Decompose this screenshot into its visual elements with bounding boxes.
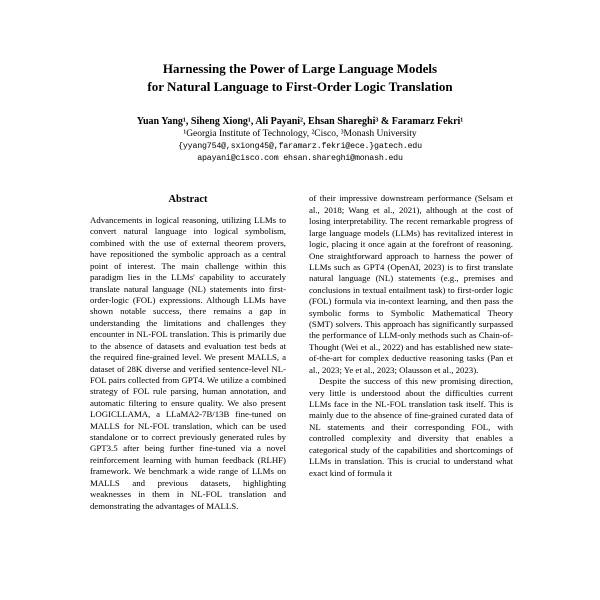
two-column-body: [86, 193, 514, 512]
body-paragraph-2: Despite the success of this new promising direction, very little is understood about the difficulties current LLMs face in the NL-FOL translation task itself. This is mainly due to the absence of fine-grained curated data of NL statements and their corresponding FOL, with controlled complexity and diversity that enables a categorical study of the capabilities and shortcomings of LLMs in translation. This is crucial to understand what exact kind of formula it: [309, 376, 513, 478]
body-paragraph-1: of their impressive downstream performance (Selsam et al., 2018; Wang et al., 2021), although at the cost of losing interpretability. The recent remarkable progress of large language models (LLMs) has revitalized interest in logic, placing it once again at the forefront of reasoning. One straightforward approach to harness the power of LLMs such as GPT4 (OpenAI, 2023) is to first translate natural language (NL) statements (e.g., premises and conclusions in textual entailment task) to first-order logic (FOL) formula via in-context learning, and then pass the symbolic forms to Symbolic Mathematical Theory (SMT) solvers. This approach has significantly surpassed the performance of LLM-only methods such as Chain-of-Thought (Wei et al., 2022) and has established new state-of-the-art for complex deductive reasoning tasks (Pan et al., 2023; Ye et al., 2023; Olausson et al., 2023).: [309, 193, 513, 375]
paper-title-line1: Harnessing the Power of Large Language Models: [162, 61, 438, 76]
abstract-text: Advancements in logical reasoning, utilizing LLMs to convert natural language into logical symbolism, combined with the use of external theorem provers, have repositioned the symbolic approach as a central point of interest. The main challenge within this paradigm lies in the LLMs' capability to accurately translate natural language (NL) statements into first-order-logic (FOL) expressions. Although LLMs have shown notable success, there remains a gap in understanding the limitations and challenges they encounter in NL-FOL translation. This is primarily due to the absence of datasets and evaluation test beds at the required fine-grained level. We present MALLS, a dataset of 28K diverse and verified sentence-level NL-FOL pairs collected from GPT4. We utilize a combined strategy of FOL rule parsing, human annotation, and automatic filtering to ensure quality. We also present LOGICLLAMA, a LLaMA2-7B/13B fine-tuned on MALLS for NL-FOL translation, which can be used standalone or to correct previously generated rules by GPT3.5 after being further fine-tuned via a novel reinforcement learning with human feedback (RLHF) framework. We benchmark a wide range of LLMs on MALLS and previous datasets, highlighting weaknesses in them in NL-FOL translation and demonstrating the advantages of MALLS.: [90, 215, 286, 511]
paper-title: [86, 60, 514, 96]
left-column: [86, 193, 290, 512]
affiliation-list: ¹Georgia Institute of Technology, ²Cisco, ³Monash University: [183, 129, 417, 140]
email-line-1: {yyang754@,sxiong45@,faramarz.fekri@ece.}gatech.edu: [178, 142, 422, 152]
paper-title-line2: for Natural Language to First-Order Logic Translation: [147, 79, 453, 95]
abstract-heading: Abstract: [168, 194, 208, 206]
email-line-2: apayani@cisco.com ehsan.shareghi@monash.edu: [197, 154, 403, 164]
paper-header: [86, 60, 514, 165]
right-column: [309, 193, 513, 512]
author-list: Yuan Yang¹, Siheng Xiong¹, Ali Payani², Ehsan Shareghi³ & Faramarz Fekri¹: [136, 116, 464, 128]
